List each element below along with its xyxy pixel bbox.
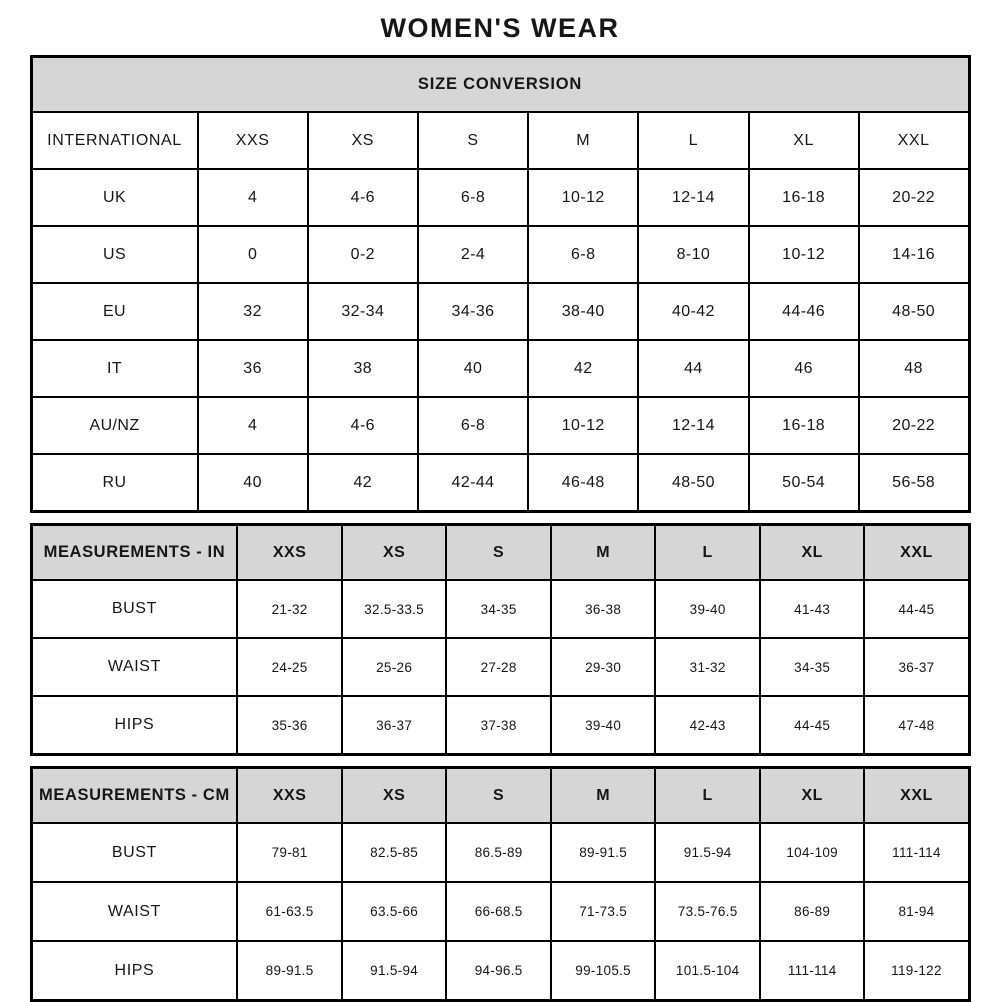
size-value-cell: 34-36 (418, 283, 528, 340)
size-column-header: S (446, 525, 551, 581)
measurement-value-cell: 99-105.5 (551, 941, 656, 1001)
measurement-value-cell: 111-114 (760, 941, 865, 1001)
region-label: UK (31, 169, 198, 226)
size-value-cell: 32 (198, 283, 308, 340)
table-row (31, 340, 969, 397)
size-value-cell: 12-14 (638, 169, 748, 226)
size-value-cell: 14-16 (859, 226, 969, 283)
measurement-value-cell: 21-32 (237, 580, 342, 638)
size-value-cell: 2-4 (418, 226, 528, 283)
measurement-value-cell: 81-94 (864, 882, 969, 941)
size-value-cell: 40-42 (638, 283, 748, 340)
size-conversion-banner-row (31, 57, 969, 113)
size-value-cell: 42 (308, 454, 418, 512)
measurement-value-cell: 27-28 (446, 638, 551, 696)
size-column-header: XS (308, 112, 418, 169)
size-value-cell: 48-50 (859, 283, 969, 340)
measurements-in-body (31, 525, 969, 755)
measurement-label: BUST (31, 580, 237, 638)
measurement-label: WAIST (31, 638, 237, 696)
measurements-header: MEASUREMENTS - IN (31, 525, 237, 581)
size-column-header: XL (760, 768, 865, 824)
measurement-value-cell: 89-91.5 (551, 823, 656, 882)
size-column-header: XL (749, 112, 859, 169)
size-value-cell: 46-48 (528, 454, 638, 512)
measurement-value-cell: 73.5-76.5 (655, 882, 760, 941)
size-conversion-body (31, 57, 969, 512)
table-row (31, 283, 969, 340)
region-label: IT (31, 340, 198, 397)
measurement-value-cell: 119-122 (864, 941, 969, 1001)
size-value-cell: 8-10 (638, 226, 748, 283)
size-value-cell: 36 (198, 340, 308, 397)
size-value-cell: 40 (418, 340, 528, 397)
size-value-cell: 42 (528, 340, 638, 397)
size-column-header: XXL (864, 525, 969, 581)
measurement-label: HIPS (31, 941, 237, 1001)
size-value-cell: 46 (749, 340, 859, 397)
measurement-value-cell: 86-89 (760, 882, 865, 941)
region-label: AU/NZ (31, 397, 198, 454)
measurement-value-cell: 47-48 (864, 696, 969, 755)
measurement-value-cell: 101.5-104 (655, 941, 760, 1001)
size-column-header: L (638, 112, 748, 169)
size-value-cell: 38-40 (528, 283, 638, 340)
size-value-cell: 16-18 (749, 169, 859, 226)
size-value-cell: 56-58 (859, 454, 969, 512)
size-column-header: XXS (237, 768, 342, 824)
table-row (31, 823, 969, 882)
measurement-value-cell: 44-45 (760, 696, 865, 755)
size-value-cell: 0-2 (308, 226, 418, 283)
measurement-value-cell: 31-32 (655, 638, 760, 696)
table-row (31, 941, 969, 1001)
table-row (31, 397, 969, 454)
measurement-value-cell: 82.5-85 (342, 823, 447, 882)
measurement-value-cell: 32.5-33.5 (342, 580, 447, 638)
size-column-header: S (446, 768, 551, 824)
measurement-value-cell: 37-38 (446, 696, 551, 755)
measurement-value-cell: 25-26 (342, 638, 447, 696)
size-value-cell: 6-8 (418, 397, 528, 454)
size-column-header: M (528, 112, 638, 169)
measurement-value-cell: 86.5-89 (446, 823, 551, 882)
size-column-header: XS (342, 768, 447, 824)
size-value-cell: 32-34 (308, 283, 418, 340)
size-column-header: L (655, 525, 760, 581)
measurement-value-cell: 63.5-66 (342, 882, 447, 941)
size-value-cell: 4 (198, 397, 308, 454)
size-value-cell: 10-12 (749, 226, 859, 283)
size-value-cell: 48 (859, 340, 969, 397)
size-column-header: XXL (864, 768, 969, 824)
measurement-value-cell: 35-36 (237, 696, 342, 755)
measurement-label: WAIST (31, 882, 237, 941)
size-value-cell: 44-46 (749, 283, 859, 340)
measurement-value-cell: 111-114 (864, 823, 969, 882)
measurements-cm-header-row (31, 768, 969, 824)
measurement-value-cell: 42-43 (655, 696, 760, 755)
measurement-value-cell: 79-81 (237, 823, 342, 882)
size-value-cell: 6-8 (418, 169, 528, 226)
measurement-value-cell: 61-63.5 (237, 882, 342, 941)
size-value-cell: 50-54 (749, 454, 859, 512)
measurement-value-cell: 66-68.5 (446, 882, 551, 941)
size-column-header: XXL (859, 112, 969, 169)
page-title: WOMEN'S WEAR (380, 13, 620, 43)
region-column-header: INTERNATIONAL (31, 112, 198, 169)
measurement-value-cell: 44-45 (864, 580, 969, 638)
measurements-cm-table (30, 766, 971, 1002)
measurement-value-cell: 91.5-94 (342, 941, 447, 1001)
measurements-in-table (30, 523, 971, 756)
region-label: RU (31, 454, 198, 512)
table-row (31, 696, 969, 755)
size-conversion-table (30, 55, 971, 513)
measurement-label: BUST (31, 823, 237, 882)
size-value-cell: 42-44 (418, 454, 528, 512)
size-column-header: XS (342, 525, 447, 581)
measurement-value-cell: 91.5-94 (655, 823, 760, 882)
size-column-header: M (551, 768, 656, 824)
table-row (31, 169, 969, 226)
size-value-cell: 20-22 (859, 169, 969, 226)
measurement-value-cell: 39-40 (655, 580, 760, 638)
size-column-header: XL (760, 525, 865, 581)
region-label: US (31, 226, 198, 283)
measurement-value-cell: 34-35 (446, 580, 551, 638)
measurements-in-header-row (31, 525, 969, 581)
measurement-value-cell: 36-38 (551, 580, 656, 638)
table-row (31, 882, 969, 941)
table-row (31, 580, 969, 638)
measurement-value-cell: 24-25 (237, 638, 342, 696)
table-row (31, 638, 969, 696)
measurement-value-cell: 41-43 (760, 580, 865, 638)
measurement-value-cell: 34-35 (760, 638, 865, 696)
size-value-cell: 6-8 (528, 226, 638, 283)
measurements-cm-body (31, 768, 969, 1001)
size-column-header: XXS (198, 112, 308, 169)
measurement-value-cell: 39-40 (551, 696, 656, 755)
measurement-value-cell: 29-30 (551, 638, 656, 696)
size-column-header: XXS (237, 525, 342, 581)
measurement-value-cell: 89-91.5 (237, 941, 342, 1001)
size-value-cell: 4 (198, 169, 308, 226)
size-column-header: M (551, 525, 656, 581)
size-value-cell: 10-12 (528, 397, 638, 454)
size-value-cell: 38 (308, 340, 418, 397)
size-value-cell: 12-14 (638, 397, 748, 454)
measurement-value-cell: 36-37 (864, 638, 969, 696)
measurements-header: MEASUREMENTS - CM (31, 768, 237, 824)
size-value-cell: 16-18 (749, 397, 859, 454)
measurement-value-cell: 36-37 (342, 696, 447, 755)
size-value-cell: 40 (198, 454, 308, 512)
size-column-header: S (418, 112, 528, 169)
table-row (31, 454, 969, 512)
measurement-value-cell: 104-109 (760, 823, 865, 882)
size-conversion-banner: SIZE CONVERSION (31, 57, 969, 113)
size-value-cell: 48-50 (638, 454, 748, 512)
size-value-cell: 20-22 (859, 397, 969, 454)
size-value-cell: 44 (638, 340, 748, 397)
size-conversion-column-row (31, 112, 969, 169)
size-value-cell: 4-6 (308, 397, 418, 454)
measurement-label: HIPS (31, 696, 237, 755)
size-value-cell: 10-12 (528, 169, 638, 226)
table-row (31, 226, 969, 283)
size-value-cell: 4-6 (308, 169, 418, 226)
measurement-value-cell: 71-73.5 (551, 882, 656, 941)
region-label: EU (31, 283, 198, 340)
measurement-value-cell: 94-96.5 (446, 941, 551, 1001)
size-column-header: L (655, 768, 760, 824)
size-value-cell: 0 (198, 226, 308, 283)
